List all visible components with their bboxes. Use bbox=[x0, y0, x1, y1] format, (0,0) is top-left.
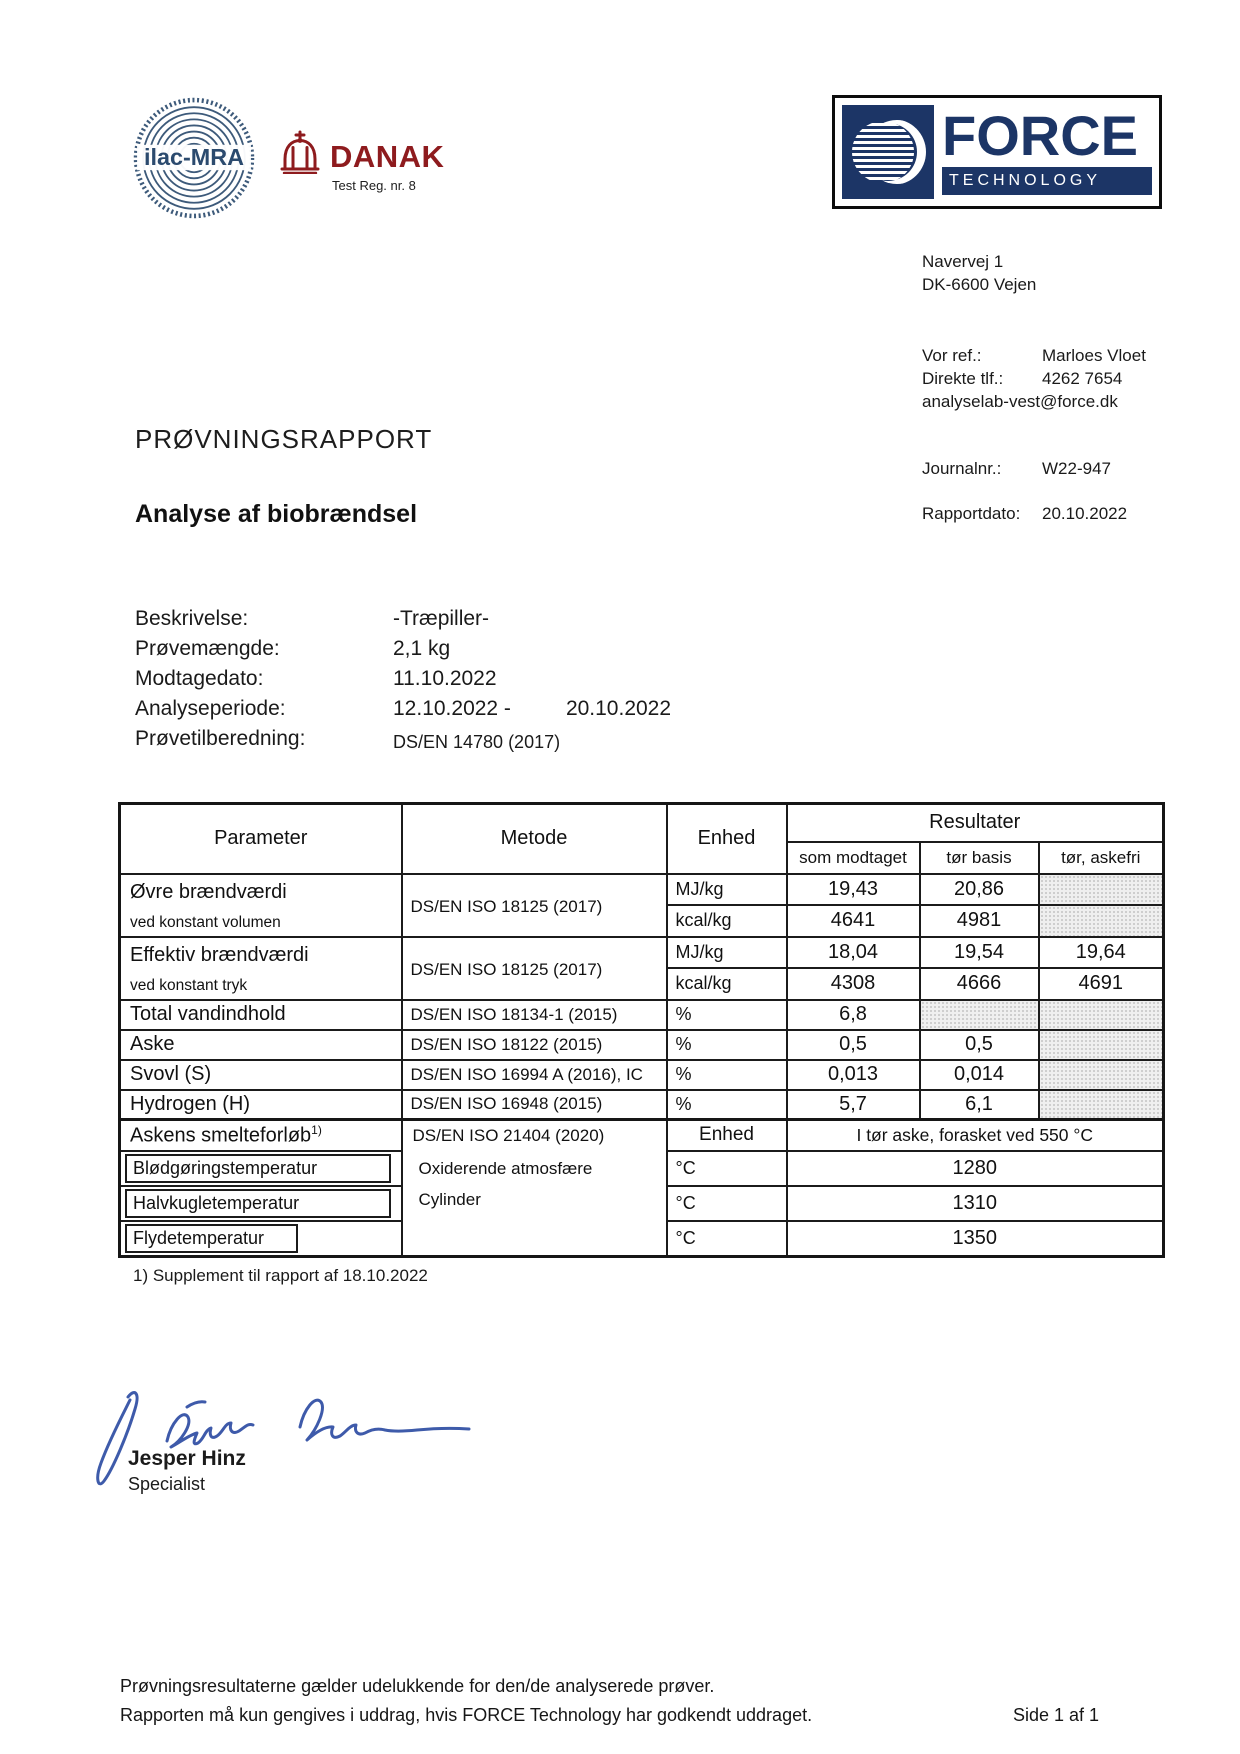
address-line-2: DK-6600 Vejen bbox=[922, 275, 1037, 294]
param-effektiv-braendvaerdi: Effektiv brændværdi bbox=[130, 943, 309, 966]
analyseperiode-start: 12.10.2022 - bbox=[393, 697, 511, 720]
force-technology-logo bbox=[832, 95, 1162, 209]
sample-info-block bbox=[135, 604, 671, 757]
danak-logo bbox=[276, 128, 466, 193]
danak-test-reg: Test Reg. nr. 8 bbox=[332, 178, 416, 193]
value-tor-askefri-empty bbox=[1039, 1090, 1164, 1120]
table-row bbox=[120, 874, 1164, 906]
signer-name: Jesper Hinz bbox=[128, 1447, 246, 1470]
value-tor-basis: 0,014 bbox=[920, 1060, 1039, 1090]
param-sub-konstant-volumen: ved konstant volumen bbox=[130, 913, 281, 931]
journal-block bbox=[922, 457, 1111, 480]
ash-enhed-header: Enhed bbox=[667, 1120, 787, 1151]
address-line-1: Navervej 1 bbox=[922, 252, 1004, 271]
table-row bbox=[120, 1060, 1164, 1090]
param-svovl: Svovl (S) bbox=[120, 1060, 402, 1090]
results-table bbox=[118, 802, 1165, 1258]
modtagedato-label: Modtagedato: bbox=[135, 667, 264, 690]
metode-oxiderende: Oxiderende atmosfære bbox=[418, 1159, 593, 1178]
metode-cell: DS/EN ISO 18125 (2017) bbox=[402, 937, 667, 1000]
unit-cell: % bbox=[667, 1000, 787, 1030]
table-row bbox=[120, 937, 1164, 969]
unit-cell: °C bbox=[667, 1221, 787, 1257]
value-tor-askefri-empty bbox=[1039, 1030, 1164, 1060]
value-blodgoringstemperatur: 1280 bbox=[787, 1151, 1164, 1186]
report-type-heading: PRØVNINGSRAPPORT bbox=[135, 424, 433, 454]
param-hydrogen: Hydrogen (H) bbox=[120, 1090, 402, 1120]
rapportdato-value: 20.10.2022 bbox=[1042, 504, 1128, 523]
value-tor-askefri: 19,64 bbox=[1039, 937, 1164, 969]
unit-cell: kcal/kg bbox=[667, 905, 787, 937]
reportdate-block bbox=[922, 502, 1127, 525]
table-row bbox=[120, 1120, 1164, 1151]
value-tor-basis-empty bbox=[920, 1000, 1039, 1030]
value-tor-basis: 0,5 bbox=[920, 1030, 1039, 1060]
unit-cell: kcal/kg bbox=[667, 968, 787, 1000]
subheader-tor-basis: tør basis bbox=[920, 842, 1039, 874]
force-wordmark: FORCE bbox=[942, 104, 1138, 167]
provemaengde-label: Prøvemængde: bbox=[135, 637, 280, 660]
modtagedato-value: 11.10.2022 bbox=[393, 667, 497, 690]
value-som-modtaget: 4308 bbox=[787, 968, 920, 1000]
value-tor-askefri: 4691 bbox=[1039, 968, 1164, 1000]
table-row bbox=[120, 1030, 1164, 1060]
page-number: Side 1 af 1 bbox=[1013, 1705, 1100, 1725]
metode-cell: DS/EN ISO 18134-1 (2015) bbox=[402, 1000, 667, 1030]
provetilberedning-label: Prøvetilberedning: bbox=[135, 727, 306, 750]
metode-cell: DS/EN ISO 16948 (2015) bbox=[402, 1090, 667, 1120]
force-globe-icon bbox=[842, 105, 934, 199]
value-tor-askefri-empty bbox=[1039, 874, 1164, 906]
subheader-som-modtaget: som modtaget bbox=[787, 842, 920, 874]
journalnr-label: Journalnr.: bbox=[922, 459, 1002, 478]
analyseperiode-label: Analyseperiode: bbox=[135, 697, 286, 720]
beskrivelse-value: -Træpiller- bbox=[393, 607, 490, 630]
table-row bbox=[120, 1000, 1164, 1030]
value-halvkugletemperatur: 1310 bbox=[787, 1186, 1164, 1221]
signer-title: Specialist bbox=[128, 1474, 206, 1494]
ilac-mra-seal-icon bbox=[133, 97, 255, 219]
value-tor-askefri-empty bbox=[1039, 1060, 1164, 1090]
unit-cell: % bbox=[667, 1060, 787, 1090]
param-askens-smelteforlob: Askens smelteforløb bbox=[130, 1124, 312, 1147]
value-som-modtaget: 5,7 bbox=[787, 1090, 920, 1120]
provetilberedning-value: DS/EN 14780 (2017) bbox=[393, 732, 561, 752]
metode-cell: DS/EN ISO 16994 A (2016), IC bbox=[402, 1060, 667, 1090]
value-som-modtaget: 19,43 bbox=[787, 874, 920, 906]
danak-wordmark: DANAK bbox=[330, 139, 445, 174]
param-sub-konstant-tryk: ved konstant tryk bbox=[130, 976, 248, 994]
value-tor-askefri-empty bbox=[1039, 1000, 1164, 1030]
value-tor-basis: 6,1 bbox=[920, 1090, 1039, 1120]
danak-crown-icon bbox=[276, 128, 324, 174]
footer-disclaimer-line1: Prøvningsresultaterne gælder udelukkende for den/de analyserede prøver. bbox=[120, 1676, 715, 1696]
value-som-modtaget: 18,04 bbox=[787, 937, 920, 969]
metode-iso-21404: DS/EN ISO 21404 (2020) bbox=[412, 1126, 605, 1145]
value-tor-askefri-empty bbox=[1039, 905, 1164, 937]
metode-cell: DS/EN ISO 18125 (2017) bbox=[402, 874, 667, 937]
direkte-tlf-value: 4262 7654 bbox=[1042, 369, 1123, 388]
param-blodgoringstemperatur: Blødgøringstemperatur bbox=[125, 1154, 391, 1183]
value-som-modtaget: 0,5 bbox=[787, 1030, 920, 1060]
analyseperiode-end: 20.10.2022 bbox=[565, 697, 672, 720]
param-ovre-braendvaerdi: Øvre brændværdi bbox=[130, 880, 287, 903]
footer-disclaimer-line2: Rapporten må kun gengives i uddrag, hvis FORCE Technology har godkendt uddraget. bbox=[120, 1705, 813, 1725]
value-som-modtaget: 4641 bbox=[787, 905, 920, 937]
footnote-supplement: 1) Supplement til rapport af 18.10.2022 bbox=[133, 1266, 428, 1285]
col-header-resultater: Resultater bbox=[787, 804, 1164, 842]
value-flydetemperatur: 1350 bbox=[787, 1221, 1164, 1257]
param-total-vandindhold: Total vandindhold bbox=[120, 1000, 402, 1030]
param-flydetemperatur: Flydetemperatur bbox=[125, 1224, 298, 1253]
unit-cell: MJ/kg bbox=[667, 937, 787, 969]
email-address: analyselab-vest@force.dk bbox=[922, 392, 1118, 411]
address-block bbox=[922, 250, 1036, 296]
unit-cell: °C bbox=[667, 1151, 787, 1186]
unit-cell: °C bbox=[667, 1186, 787, 1221]
beskrivelse-label: Beskrivelse: bbox=[135, 607, 249, 630]
value-tor-basis: 20,86 bbox=[920, 874, 1039, 906]
ash-condition-note: I tør aske, forasket ved 550 °C bbox=[787, 1120, 1164, 1151]
vor-ref-label: Vor ref.: bbox=[922, 346, 982, 365]
contact-block bbox=[922, 344, 1146, 413]
col-header-enhed: Enhed bbox=[667, 804, 787, 874]
vor-ref-value: Marloes Vloet bbox=[1042, 346, 1146, 365]
table-row bbox=[120, 1090, 1164, 1120]
metode-cell: DS/EN ISO 18122 (2015) bbox=[402, 1030, 667, 1060]
value-som-modtaget: 6,8 bbox=[787, 1000, 920, 1030]
col-header-parameter: Parameter bbox=[120, 804, 402, 874]
param-halvkugletemperatur: Halvkugletemperatur bbox=[125, 1189, 391, 1218]
journalnr-value: W22-947 bbox=[1042, 459, 1111, 478]
unit-cell: % bbox=[667, 1090, 787, 1120]
rapportdato-label: Rapportdato: bbox=[922, 504, 1021, 523]
unit-cell: MJ/kg bbox=[667, 874, 787, 906]
force-technology-bar: TECHNOLOGY bbox=[942, 167, 1152, 195]
direkte-tlf-label: Direkte tlf.: bbox=[922, 369, 1004, 388]
value-tor-basis: 4981 bbox=[920, 905, 1039, 937]
value-som-modtaget: 0,013 bbox=[787, 1060, 920, 1090]
provemaengde-value: 2,1 kg bbox=[393, 637, 451, 660]
page-title: Analyse af biobrændsel bbox=[135, 500, 418, 528]
ilac-seal-text: ilac-MRA bbox=[143, 144, 245, 171]
unit-cell: % bbox=[667, 1030, 787, 1060]
param-aske: Aske bbox=[120, 1030, 402, 1060]
metode-cylinder: Cylinder bbox=[418, 1190, 481, 1209]
subheader-tor-askefri: tør, askefri bbox=[1039, 842, 1164, 874]
col-header-metode: Metode bbox=[402, 804, 667, 874]
value-tor-basis: 4666 bbox=[920, 968, 1039, 1000]
footnote-marker: 1) bbox=[311, 1123, 322, 1137]
value-tor-basis: 19,54 bbox=[920, 937, 1039, 969]
